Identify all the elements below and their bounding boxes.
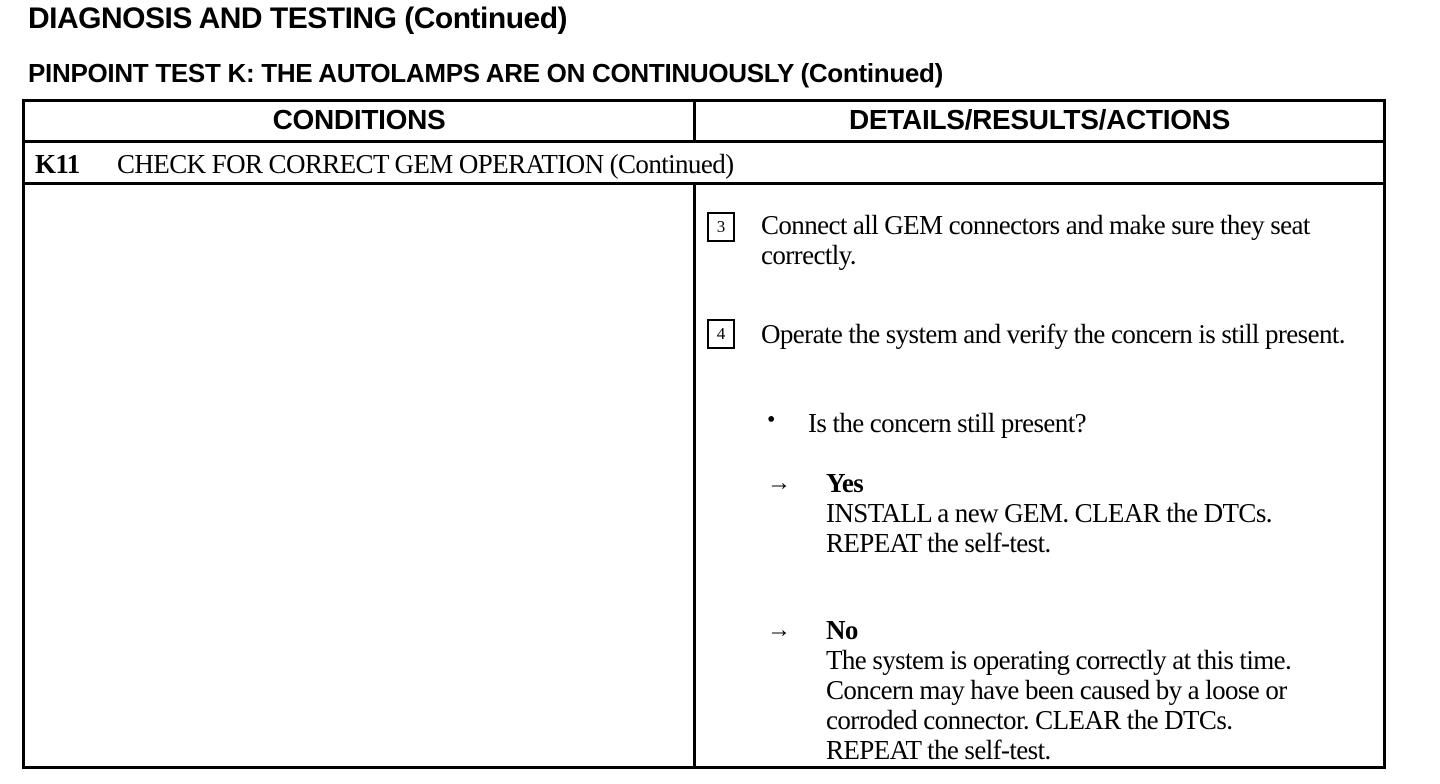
- no-line: corroded connector. CLEAR the DTCs.: [826, 705, 1233, 735]
- step-title: CHECK FOR CORRECT GEM OPERATION (Continued): [117, 149, 734, 179]
- no-result: [826, 615, 1386, 765]
- step-row: [35, 149, 734, 180]
- no-line: REPEAT the self-test.: [826, 735, 1051, 765]
- page-title: DIAGNOSIS AND TESTING (Continued): [28, 2, 568, 35]
- no-line: The system is operating correctly at this time.: [826, 645, 1292, 675]
- details-header: DETAILS/RESULTS/ACTIONS: [849, 104, 1230, 135]
- yes-line: INSTALL a new GEM. CLEAR the DTCs.: [826, 498, 1272, 528]
- bullet-icon: •: [767, 407, 776, 433]
- header-rule: [25, 140, 1383, 143]
- body-divider: [693, 182, 696, 766]
- arrow-right-icon: →: [767, 470, 791, 496]
- header-divider: [693, 102, 696, 140]
- no-line: Concern may have been caused by a loose or: [826, 675, 1287, 705]
- substep-3-text: Connect all GEM connectors and make sure they seat correctly.: [761, 210, 1310, 270]
- question-text: Is the concern still present?: [808, 408, 1086, 438]
- substep-4-text: Operate the system and verify the concern is still present.: [761, 319, 1345, 349]
- step-id: K11: [35, 149, 80, 179]
- yes-label: Yes: [826, 468, 864, 498]
- step-rule: [25, 182, 1383, 185]
- conditions-header: CONDITIONS: [272, 104, 446, 135]
- no-label: No: [826, 615, 858, 645]
- substep-3-box: 3: [707, 212, 735, 242]
- test-title: PINPOINT TEST K: THE AUTOLAMPS ARE ON CONTINUOUSLY (Continued): [28, 58, 944, 88]
- pinpoint-test-table: [22, 99, 1386, 769]
- yes-line: REPEAT the self-test.: [826, 528, 1051, 558]
- yes-result: [826, 468, 1386, 558]
- substep-4-box: 4: [707, 319, 735, 349]
- arrow-right-icon: →: [767, 617, 791, 643]
